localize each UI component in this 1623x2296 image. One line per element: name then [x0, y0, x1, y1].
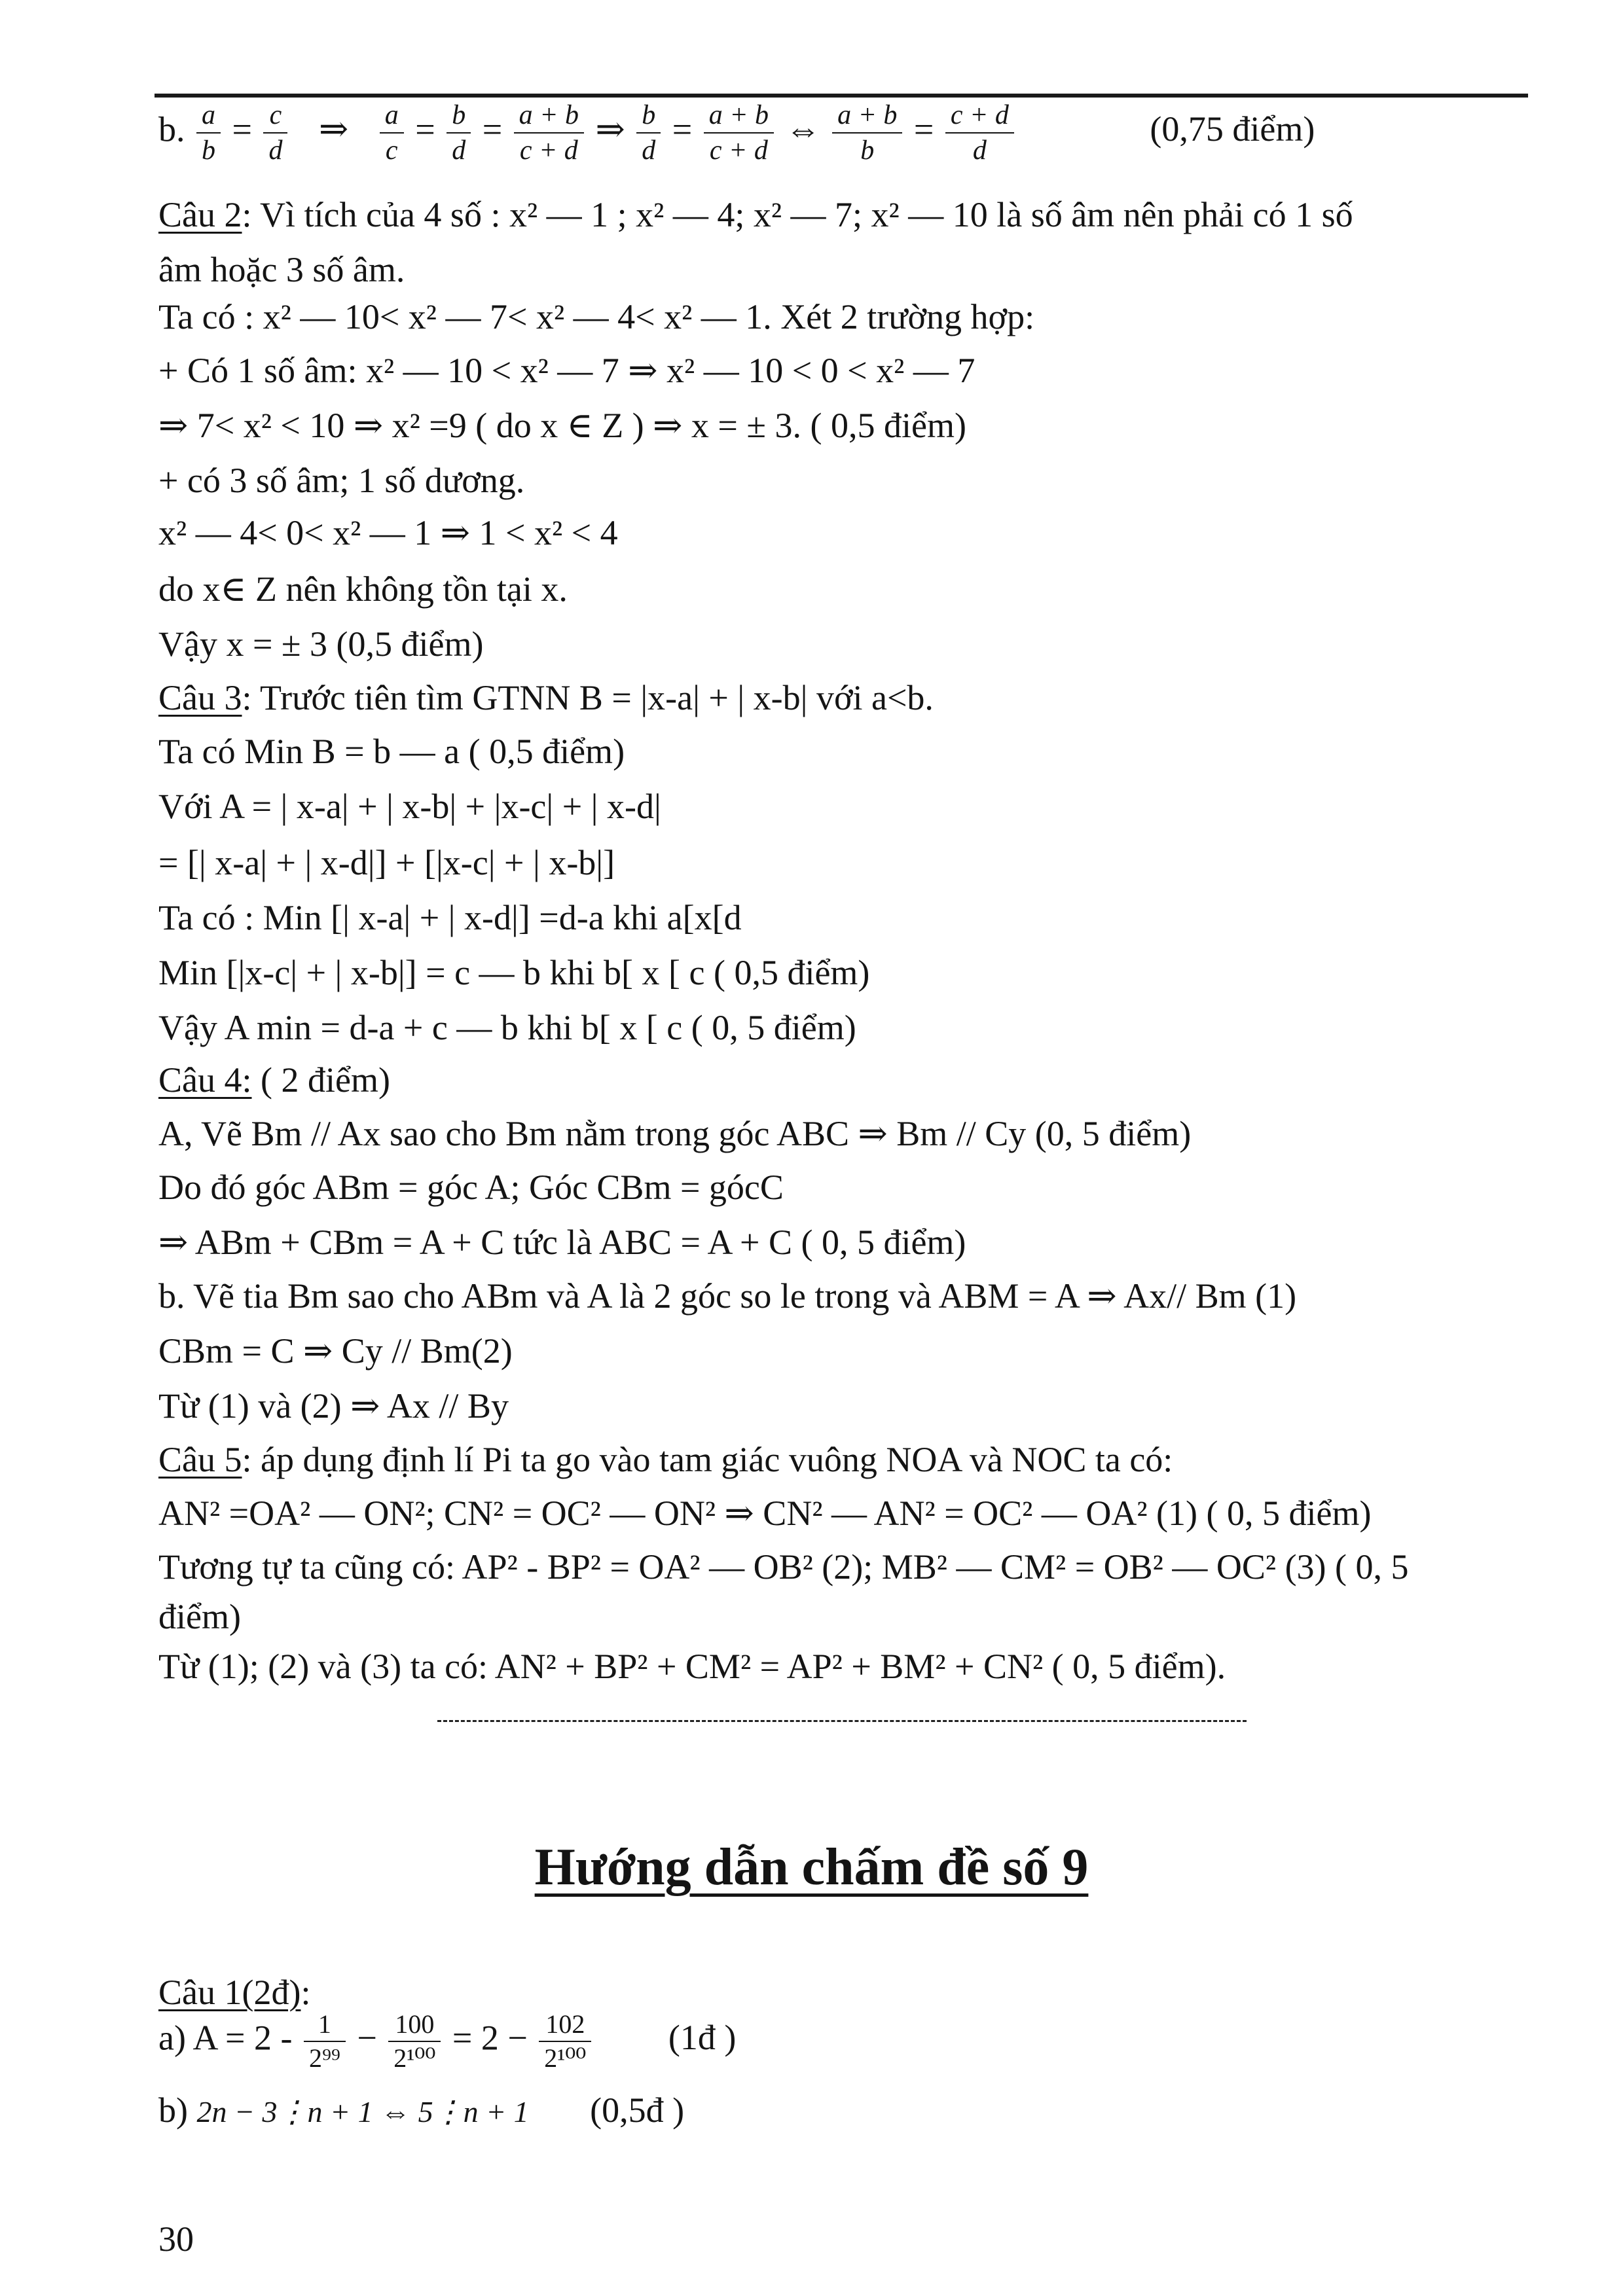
cau4-line-5: CBm = C ⇒ Cy // Bm(2) [158, 1331, 513, 1371]
fraction: $\frac{a + b}{c + d}$ [704, 98, 774, 168]
section-divider [437, 1720, 1247, 1722]
cau5-line-2: AN² =OA² — ON²; CN² = OC² — ON² ⇒ CN² — AN² = OC² — OA² (1) ( 0, 5 điểm) [158, 1494, 1372, 1533]
cau3-line-3: Với A = | x-a| + | x-b| + |x-c| + | x-d| [158, 787, 661, 826]
section-heading: Hướng dẫn chấm đề số 9 [534, 1839, 1089, 1896]
cau4-line-6: Từ (1) và (2) ⇒ Ax // By [158, 1386, 509, 1426]
de9-cau1-line: Câu 1(2đ): [158, 1973, 311, 2012]
cau4-line-3: ⇒ ABm + CBm = A + C tức là ABC = A + C ( 0, 5 điểm) [158, 1223, 966, 1262]
cau4-line-2: Do đó góc ABm = góc A; Góc CBm = gócC [158, 1168, 784, 1207]
cau2-line-9: Vậy x = ± 3 (0,5 điểm) [158, 624, 484, 664]
fraction: $\frac{c}{d}$ [263, 98, 287, 168]
cau2-line-4: + Có 1 số âm: x² — 10 < x² — 7 ⇒ x² — 10 < 0 < x² — 7 [158, 351, 976, 390]
page-number: 30 [158, 2219, 194, 2259]
cau2-line-2: âm hoặc 3 số âm. [158, 250, 405, 289]
cau3-line-7: Vậy A min = d-a + c — b khi b[ x [ c ( 0, 5 điểm) [158, 1008, 856, 1047]
fraction: $\frac{1}{\text{2⁹⁹}}$ [304, 2008, 346, 2075]
cau2-label: Câu 2 [158, 195, 242, 234]
de9-cau1-label: Câu 1(2đ) [158, 1973, 301, 2012]
fraction: $\frac{c + d}{d}$ [945, 98, 1014, 168]
cau4-line-0: Câu 4: ( 2 điểm) [158, 1060, 390, 1100]
header-rule [155, 94, 1528, 98]
cau5-line-3: Tương tự ta cũng có: AP² - BP² = OA² — OB² (2); MB² — CM² = OB² — OC² (3) ( 0, 5 [158, 1547, 1409, 1587]
b-label: b. [158, 109, 185, 149]
cau4-label: Câu 4: [158, 1060, 252, 1100]
de9-part-a: a) A = 2 - $\frac{1}{\text{2⁹⁹}}$ − $\frac{100}{\text{2¹⁰⁰}}$ = 2 − $\frac{102}{\text{2¹⁰⁰}}$ (1đ ) [158, 2008, 736, 2075]
points: (1đ ) [668, 2018, 737, 2058]
cau2-line-5: ⇒ 7< x² < 10 ⇒ x² =9 ( do x ∈ Z ) ⇒ x = ± 3. ( 0,5 điểm) [158, 406, 966, 445]
fraction: $\frac{a}{b}$ [196, 98, 221, 168]
cau3-label: Câu 3 [158, 678, 242, 717]
cau2-line-8: do x∈ Z nên không tồn tại x. [158, 569, 568, 609]
cau3-line-2: Ta có Min B = b — a ( 0,5 điểm) [158, 732, 625, 771]
cau2-line-6: + có 3 số âm; 1 số dương. [158, 461, 525, 500]
fraction: $\frac{102}{\text{2¹⁰⁰}}$ [539, 2008, 591, 2075]
fraction: $\frac{a}{c}$ [380, 98, 404, 168]
points: (0,5đ ) [590, 2090, 685, 2130]
fraction: $\frac{a + b}{c + d}$ [514, 98, 584, 168]
cau3-line-1: Câu 3: Trước tiên tìm GTNN B = |x-a| + | x-b| với a<b. [158, 678, 934, 717]
fraction: $\frac{100}{\text{2¹⁰⁰}}$ [388, 2008, 441, 2075]
cau3-line-5: Ta có : Min [| x-a| + | x-d|] =d-a khi a[x[d [158, 898, 742, 937]
cau2-line-1: Câu 2: Vì tích của 4 số : x² — 1 ; x² — 4; x² — 7; x² — 10 là số âm nên phải có 1 số [158, 195, 1353, 234]
cau3-line-6: Min [|x-c| + | x-b|] = c — b khi b[ x [ c ( 0,5 điểm) [158, 953, 870, 992]
cau5-label: Câu 5 [158, 1440, 242, 1479]
cau5-line-4: điểm) [158, 1597, 241, 1636]
cau2-line-3: Ta có : x² — 10< x² — 7< x² — 4< x² — 1. Xét 2 trường hợp: [158, 297, 1035, 336]
fraction: $\frac{a + b}{b}$ [832, 98, 902, 168]
fraction: $\frac{b}{d}$ [636, 98, 661, 168]
cau3-line-4: = [| x-a| + | x-d|] + [|x-c| + | x-b|] [158, 843, 615, 882]
cau5-line-5: Từ (1); (2) và (3) ta có: AN² + BP² + CM² = AP² + BM² + CN² ( 0, 5 điểm). [158, 1647, 1226, 1686]
cau5-line-1: Câu 5: áp dụng định lí Pi ta go vào tam giác vuông NOA và NOC ta có: [158, 1440, 1173, 1479]
cau2-line-7: x² — 4< 0< x² — 1 ⇒ 1 < x² < 4 [158, 513, 618, 552]
math-expression: 2n − 3⋮n + 1 ⇔ 5⋮n + 1 [196, 2095, 529, 2128]
cau4-line-4: b. Vẽ tia Bm sao cho ABm và A là 2 góc so le trong và ABM = A ⇒ Ax// Bm (1) [158, 1276, 1297, 1316]
cau4-line-1: A, Vẽ Bm // Ax sao cho Bm nằm trong góc ABC ⇒ Bm // Cy (0, 5 điểm) [158, 1114, 1192, 1153]
de9-part-b: b) 2n − 3⋮n + 1 ⇔ 5⋮n + 1 (0,5đ ) [158, 2090, 685, 2130]
fraction: $\frac{b}{d}$ [447, 98, 471, 168]
points: (0,75 điểm) [1150, 109, 1315, 149]
line-b-fractions: b. $\frac{a}{b}$ = $\frac{c}{d}$ ⇒ $\frac{a}{c}$ = $\frac{b}{d}$ = $\frac{a + b}{c + d}$ ⇒ $\frac{b}{d}$ = $\frac{a + b}{c + d}$ ⇔ $\frac{a + b}{b}$ = $\frac{c + d}{d}$ (0,75 điểm) [158, 98, 1315, 168]
